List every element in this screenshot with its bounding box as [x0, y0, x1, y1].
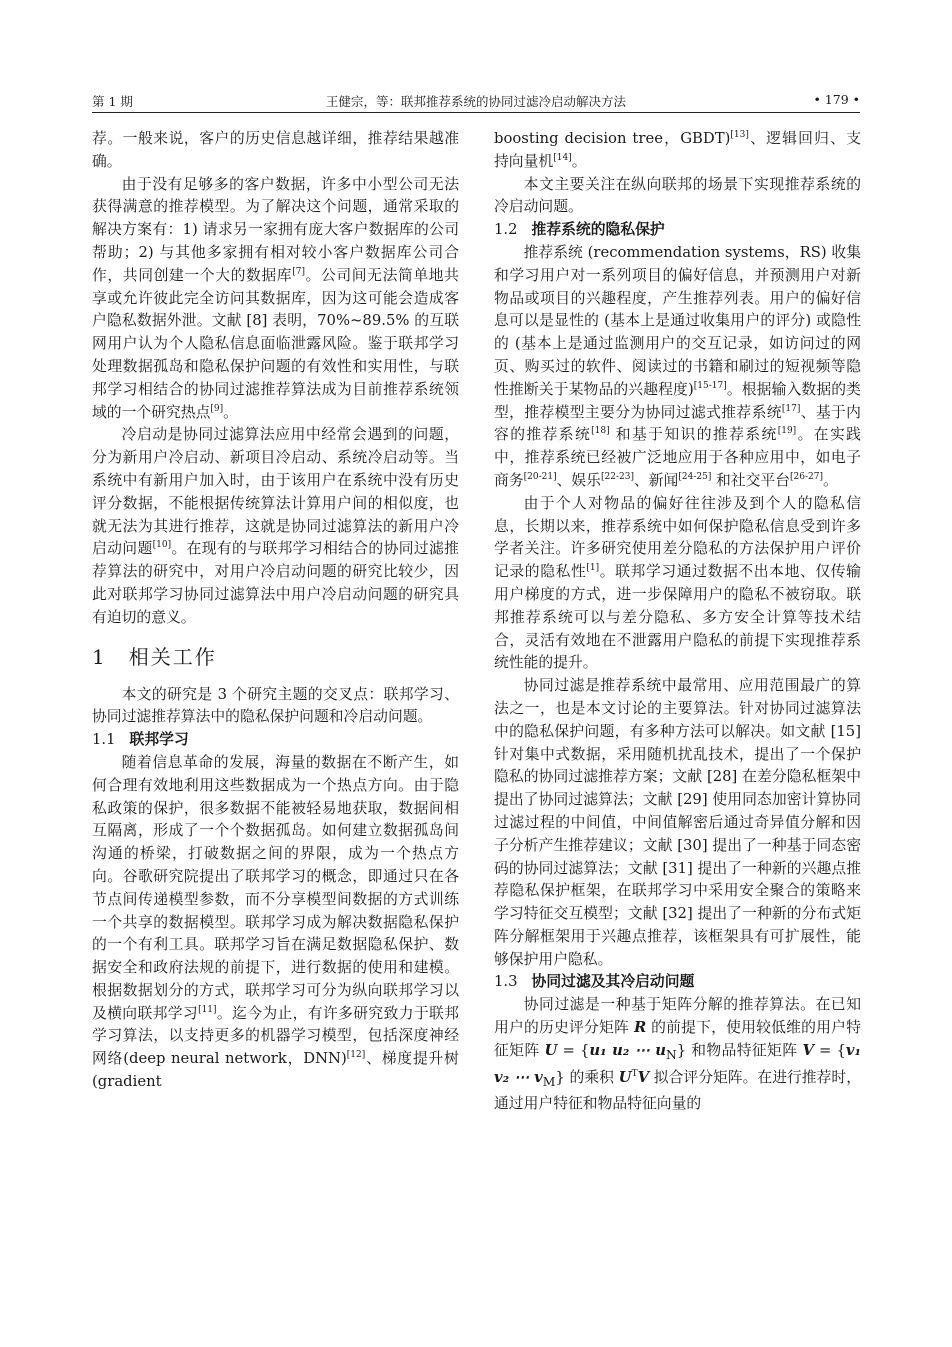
issue-number: 第 1 期 — [92, 94, 133, 109]
citation: [9] — [210, 403, 224, 414]
paragraph: 推荐系统 (recommendation systems，RS) 收集和学习用户对一系列项目的偏好信息，并预测用户对新物品或项目的兴趣程度，产生推荐列表。用户的偏好信息可以是显性的 (基本上是通过收集用户的评分) 或隐性的 (基本上是通过监测用户的交互记录，如访问过的网页、购买过的软件、阅读过的书籍和刷过的短视频等隐性推断关于某物品的兴趣程度)[15-17]。根据输入数据的类型，推荐模型主要分为协同过滤式推荐系统[17]、基于内容的推荐系统[18] 和基于知识的推荐系统[19]。在实践中，推荐系统已经被广泛地应用于各种应用中，如电子商务[20-21]、娱乐[22-23]、新闻[24-25] 和社交平台[26-27]。 — [494, 243, 861, 489]
paragraph: boosting decision tree，GBDT)[13]、逻辑回归、支持向量机[14]。 — [494, 130, 861, 170]
citation: [15-17] — [693, 380, 727, 391]
citation: [14] — [553, 152, 572, 163]
paragraph: 由于没有足够多的客户数据，许多中小型公司无法获得满意的推荐模型。为了解决这个问题，通常采取的解决方案有：1) 请求另一家拥有庞大客户数据库的公司帮助；2) 与其他多家拥有相对较小客户数据库公司合作，共同创建一个大的数据库[7]。公司间无法简单地共享或允许彼此完全访问其数据库，因为这可能会造成客户隐私数据外泄。文献 [8] 表明，70%~89.5% 的互联网用户认为个人隐私信息面临泄露风险。鉴于联邦学习处理数据孤岛和隐私保护问题的有效性和实用性，与联邦学习相结合的协同过滤推荐算法成为目前推荐系统领域的一个研究热点[9]。 — [92, 175, 459, 421]
page-number: • 179 • — [813, 92, 860, 107]
paragraph: 本文主要关注在纵向联邦的场景下实现推荐系统的冷启动问题。 — [494, 175, 861, 216]
math-superscript: T — [631, 1068, 638, 1079]
citation: [11] — [198, 1004, 217, 1015]
paragraph: 由于个人对物品的偏好往往涉及到个人的隐私信息，长期以来，推荐系统中如何保护隐私信息受到许多学者关注。许多研究使用差分隐私的方法保护用户评价记录的隐私性[1]。联邦学习通过数据不出本地、仅传输用户梯度的方式，进一步保障用户的隐私不被窃取。联邦推荐系统可以与差分隐私、多方安全计算等技术结合，灵活有效地在不泄露用户隐私的前提下实现推荐系统性能的提升。 — [494, 494, 861, 672]
subsection-heading: 1.2 推荐系统的隐私保护 — [494, 221, 665, 239]
citation: [10] — [152, 540, 172, 551]
section-heading: 1 相关工作 — [92, 644, 217, 669]
math-symbol: R — [633, 1019, 647, 1037]
paragraph: 协同过滤是推荐系统中最常用、应用范围最广的算法之一，也是本文讨论的主要算法。针对协同过滤算法中的隐私保护问题，有多种方法可以解决。如文献 [15] 针对集中式数据，采用随机扰乱技术，提出了一个保护隐私的协同过滤推荐方案；文献 [28] 在差分隐私框架中提出了协同过滤算法；文献 [29] 使用同态加密计算协同过滤过程的中间值，中间值解密后通过奇异值分解和因子分析产生推荐建议；文献 [30] 提出了一种基于同态密码的协同过滤算法；文献 [31] 提出了一种新的兴趣点推荐隐私保护框架，在联邦学习中采用安全聚合的策略来学习特征交互模型；文献 [32] 提出了一种新的分布式矩阵分解框架用于兴趣点推荐，该框架具有可扩展性，能够保护用户隐私。 — [494, 677, 861, 968]
citation: [12] — [346, 1050, 366, 1061]
math-subscript: N — [665, 1047, 677, 1062]
math-symbol: V — [802, 1041, 814, 1059]
math-symbol: U — [544, 1041, 558, 1059]
citation: [13] — [730, 130, 749, 140]
paragraph: 荐。一般来说，客户的历史信息越详细，推荐结果越准确。 — [92, 130, 459, 170]
running-title: 王健宗，等：联邦推荐系统的协同过滤冷启动解决方法 — [325, 94, 626, 109]
paragraph: 本文的研究是 3 个研究主题的交叉点：联邦学习、协同过滤推荐算法中的隐私保护问题和冷启动问题。 — [92, 685, 459, 726]
citation: [17] — [781, 403, 801, 414]
paragraph: 冷启动是协同过滤算法应用中经常会遇到的问题，分为新用户冷启动、新项目冷启动、系统冷启动等。当系统中有新用户加入时，由于该用户在系统中没有历史评分数据，不能根据传统算法计算用户间的相似度，也就无法为其进行推荐，这就是协同过滤算法的新用户冷启动问题[10]。在现有的与联邦学习相结合的协同过滤推荐算法的研究中，对用户冷启动问题的研究比较少，因此对联邦学习协同过滤算法中用户冷启动问题的研究具有迫切的意义。 — [92, 426, 459, 626]
math-subscript: M — [542, 1074, 556, 1089]
citation: [20-21] — [523, 471, 557, 482]
citation: [18] — [591, 426, 610, 437]
citation: [22-23] — [600, 471, 634, 482]
math-symbol: u₁ u₂ ⋯ u — [589, 1041, 666, 1059]
subsection-heading: 1.3 协同过滤及其冷启动问题 — [494, 973, 695, 991]
citation: [1] — [586, 563, 600, 574]
paragraph: 随着信息革命的发展，海量的数据在不断产生，如何合理有效地利用这些数据成为一个热点方向。由于隐私政策的保护，很多数据不能被轻易地获取，数据间相互隔离，形成了一个个数据孤岛。如何建立数据孤岛间沟通的桥梁，打破数据之间的界限，成为一个热点方向。谷歌研究院提出了联邦学习的概念，即通过只在各节点间传递模型参数，而不分享模型间数据的方式训练一个共享的数据模型。联邦学习成为解决数据隐私保护的一个有利工具。联邦学习旨在满足数据隐私保护、数据安全和政府法规的前提下，进行数据的使用和建模。根据数据划分的方式，联邦学习可分为纵向联邦学习以及横向联邦学习[11]。迄今为止，有许多研究致力于联邦学习算法，以支持更多的机器学习模型，包括深度神经网络(deep neural network，DNN)[12]、梯度提升树(gradient — [92, 753, 459, 1091]
citation: [7] — [292, 266, 305, 277]
math-symbol: V — [637, 1068, 650, 1086]
subsection-heading: 1.1 联邦学习 — [92, 731, 189, 749]
citation: [19] — [777, 426, 797, 437]
math-symbol: U — [618, 1068, 632, 1086]
running-header — [92, 90, 860, 113]
paragraph: 协同过滤是一种基于矩阵分解的推荐算法。在已知用户的历史评分矩阵 R 的前提下，使用较低维的用户特征矩阵 U = {u₁ u₂ ⋯ $u_N$} 和物品特征矩阵 V = {v₁ v₂ ⋯ $v_M$} 的乘积 $U^TV$ 拟合评分矩阵。在进行推荐时，通过用户特征和物品特征向量的 — [494, 996, 862, 1113]
left-column — [92, 128, 459, 1094]
math-symbol: v₁ v₂ ⋯ v — [494, 1041, 861, 1086]
citation: [24-25] — [678, 471, 712, 482]
citation: [26-27] — [790, 471, 823, 482]
right-column — [494, 128, 861, 1116]
